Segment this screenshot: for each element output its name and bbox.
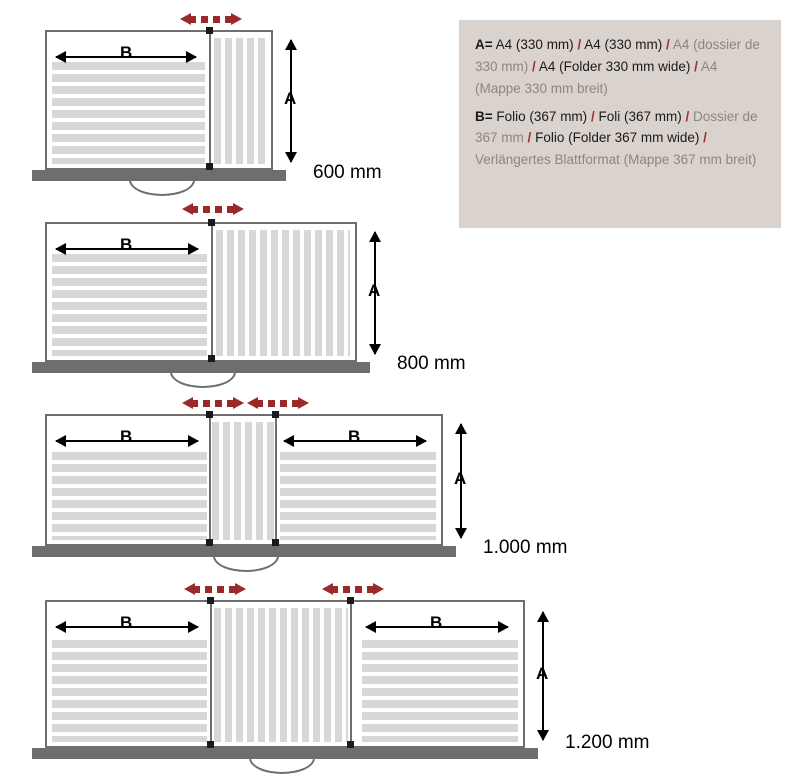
divider-1200-right [350,600,352,748]
width-label-1200-right: B [430,613,443,632]
file-panel-800 [216,230,350,356]
depth-arrow-red-1000-right [247,400,309,407]
legend-b-sep-1: / [685,108,690,124]
connector-nub-1200-br [347,741,354,748]
size-label-800: 800 mm [397,353,466,374]
connector-nub-1200-tl [207,597,214,604]
width-label-1000-right: B [348,427,361,446]
connector-nub-1000-br [272,539,279,546]
file-panel-600 [214,38,266,164]
legend-a-seg-1: A4 (330 mm) [584,37,663,52]
height-label-1000: A [454,469,467,488]
divider-1000-left [209,414,211,546]
connector-nub-1200-tr [347,597,354,604]
legend-key-b: B= [475,108,493,124]
depth-arrow-red-600 [180,16,242,23]
shelf-panel-1000-right [280,452,436,540]
size-label-1200: 1.200 mm [565,732,650,753]
width-label-800: B [120,235,133,254]
connector-nub-800-top [208,219,215,226]
height-label-1200: A [536,664,549,683]
connector-nub-600-bottom [206,163,213,170]
width-label-600: B [120,43,133,62]
legend-b-sep-2: / [527,130,532,146]
legend-a-seg-4: A4 (Mappe 330 mm breit) [475,58,718,96]
legend-a-seg-0: A4 (330 mm) [495,37,574,52]
legend-b-sep-3: / [703,130,707,146]
shelf-panel-800 [52,254,207,356]
depth-arrow-red-1000-left [182,400,244,407]
height-label-600: A [284,89,297,108]
base-foot-600 [129,180,195,196]
base-foot-800 [170,372,236,388]
size-label-600: 600 mm [313,162,382,183]
connector-nub-1000-tr [272,411,279,418]
legend-box [459,20,781,228]
divider-1000-right [275,414,277,546]
connector-nub-1000-tl [206,411,213,418]
depth-arrow-red-800 [182,206,244,213]
legend-a-sep-0: / [577,37,582,52]
divider-1200-left [210,600,212,748]
legend-b-sep-0: / [590,108,595,124]
shelf-panel-600 [52,62,205,164]
legend-b-seg-3: Folio (Folder 367 mm wide) [535,130,700,146]
legend-key-a: A= [475,37,493,52]
legend-a-seg-2: A4 (dossier de 330 mm) [475,37,760,74]
legend-a-sep-3: / [694,58,698,74]
depth-arrow-red-1200-left [184,586,246,593]
shelf-panel-1200-right [362,640,518,742]
file-panel-1200 [214,608,348,742]
legend-a-seg-3: A4 (Folder 330 mm wide) [538,58,691,74]
connector-nub-800-bottom [208,355,215,362]
width-label-1200-left: B [120,613,133,632]
depth-arrow-red-1200-right [322,586,384,593]
connector-nub-600-top [206,27,213,34]
legend-b-seg-4: Verlängertes Blattformat (Mappe 367 mm breit) [475,152,757,168]
height-label-800: A [368,281,381,300]
legend-line-b [475,106,765,172]
size-label-1000: 1.000 mm [483,537,568,558]
file-panel-1000 [212,422,274,540]
shelf-panel-1200-left [52,640,207,742]
base-foot-1000 [213,556,279,572]
legend-a-sep-2: / [532,58,536,74]
divider-600 [209,30,211,170]
divider-800 [211,222,213,362]
legend-a-sep-1: / [666,37,670,52]
width-label-1000-left: B [120,427,133,446]
legend-b-seg-1: Foli (367 mm) [598,108,682,124]
shelf-panel-1000-left [52,452,207,540]
base-foot-1200 [249,758,315,774]
legend-b-seg-2: Dossier de 367 mm [475,108,758,146]
connector-nub-1200-bl [207,741,214,748]
connector-nub-1000-bl [206,539,213,546]
legend-b-seg-0: Folio (367 mm) [496,108,588,124]
legend-line-a [475,34,765,100]
